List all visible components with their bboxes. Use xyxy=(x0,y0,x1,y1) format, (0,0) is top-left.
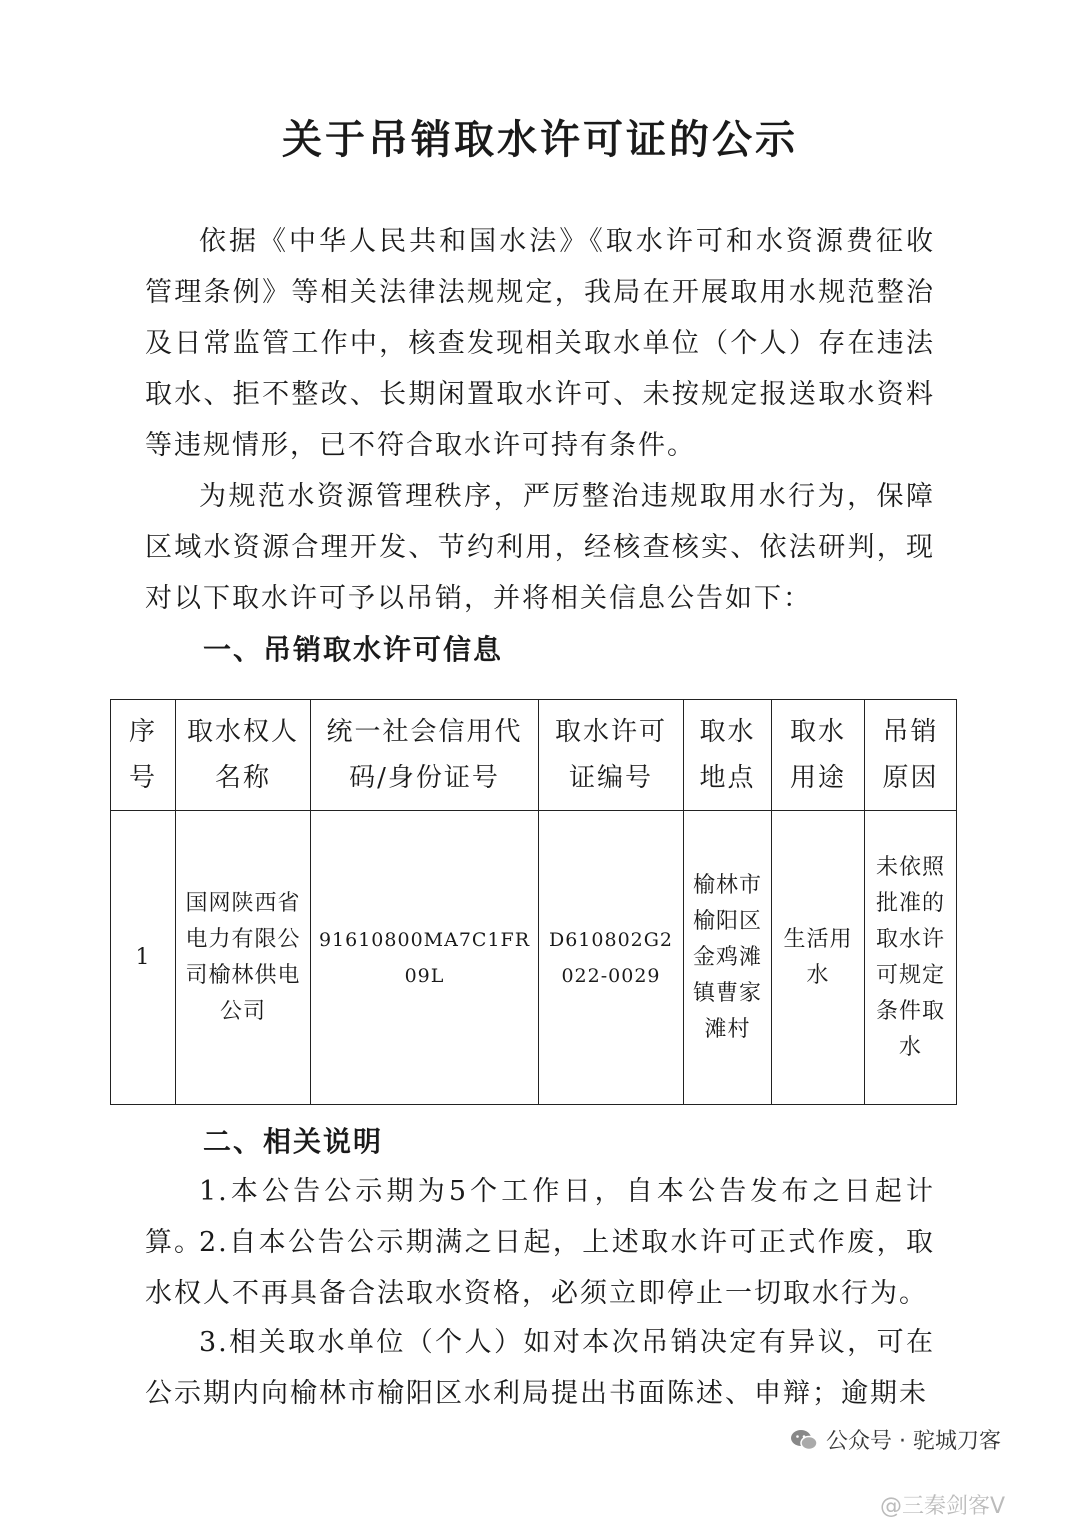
wechat-icon xyxy=(790,1428,818,1452)
note-2: 2.自本公告公示期满之日起，上述取水许可正式作废，取水权人不再具备合法取水资格，必须立即停止一切取水行为。 xyxy=(145,1227,935,1309)
page-title: 关于吊销取水许可证的公示 xyxy=(282,117,798,163)
cell-holder-name: 国网陕西省电力有限公司榆林供电公司 xyxy=(176,811,311,1105)
account-watermark xyxy=(790,1424,1001,1455)
header-serial: 序号 xyxy=(111,700,176,811)
cell-location: 榆林市榆阳区金鸡滩镇曹家滩村 xyxy=(684,811,772,1105)
cell-credit-code: 91610800MA7C1FR09L xyxy=(311,811,539,1105)
section-heading-revocation-info: 一、吊销取水许可信息 xyxy=(203,633,504,666)
table-header-row xyxy=(111,700,957,811)
note-3: 3.相关取水单位（个人）如对本次吊销决定有异议，可在公示期内向榆林市榆阳区水利局提出书面陈述、申辩；逾期未 xyxy=(145,1327,935,1409)
header-holder-name: 取水权人名称 xyxy=(176,700,311,811)
cell-reason: 未依照批准的取水许可规定条件取水 xyxy=(865,811,957,1105)
weibo-watermark: @三秦剑客V xyxy=(880,1494,1006,1519)
header-purpose: 取水用途 xyxy=(772,700,865,811)
note-1: 1.本公告公示期为5个工作日，自本公告发布之日起计算。 xyxy=(145,1176,935,1258)
revocation-table xyxy=(110,699,957,1105)
account-name: 公众号 · 驼城刀客 xyxy=(826,1429,1001,1454)
paragraph-purpose: 为规范水资源管理秩序，严厉整治违规取用水行为，保障区域水资源合理开发、节约利用，经核查核实、依法研判，现对以下取水许可予以吊销，并将相关信息公告如下： xyxy=(145,481,935,614)
header-credit-code: 统一社会信用代码/身份证号 xyxy=(311,700,539,811)
cell-serial: 1 xyxy=(111,811,176,1105)
header-location: 取水地点 xyxy=(684,700,772,811)
header-reason: 吊销原因 xyxy=(865,700,957,811)
header-permit-number: 取水许可证编号 xyxy=(539,700,684,811)
table-row xyxy=(111,811,957,1105)
cell-purpose: 生活用水 xyxy=(772,811,865,1105)
paragraph-basis: 依据《中华人民共和国水法》《取水许可和水资源费征收管理条例》等相关法律法规规定，我局在开展取用水规范整治及日常监管工作中，核查发现相关取水单位（个人）存在违法取水、拒不整改、长期闲置取水许可、未按规定报送取水资料等违规情形，已不符合取水许可持有条件。 xyxy=(145,226,935,461)
cell-permit-number: D610802G2022-0029 xyxy=(539,811,684,1105)
section-heading-notes: 二、相关说明 xyxy=(203,1125,384,1158)
